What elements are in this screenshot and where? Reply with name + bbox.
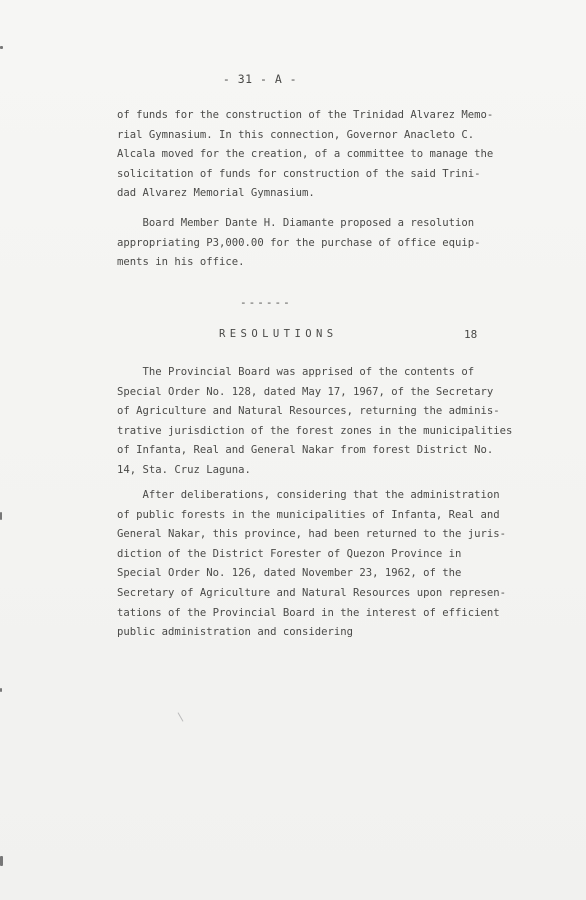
paragraph-special-order-128: The Provincial Board was apprised of the contents of Special Order No. 128, dated May 17, 1967, of the Secretary of Agriculture and Natural Resources, returning the adminis- trative jurisdiction of the forest zones in the municipalities of Infanta, Real and General Nakar from forest District No. 14, Sta. Cruz Laguna. [117,366,513,476]
margin-mark [0,46,3,49]
margin-mark [0,856,3,866]
section-number: 18 [464,328,478,341]
paragraph-gymnasium-funds: of funds for the construction of the Trinidad Alvarez Memo- rial Gymnasium. In this connection, Governor Anacleto C. Alcala moved for the creation, of a committee to manage the solicitation of funds for construction of the said Trini- dad Alvarez Memorial Gymnasium. [117,109,494,200]
paper-speck [178,712,184,721]
margin-mark [0,688,2,692]
page-number: - 31 - A - [222,72,298,86]
paragraph-deliberations: After deliberations, considering that the administration of public forests in the municipalities of Infanta, Real and General Nakar, this province, had been returned to the juris- diction of the District Forester of Quezon Province in Special Order No. 126, dated November 23, 1962, of the Secretary of Agriculture and Natural Resources upon represen- tations of the Provincial Board in the interest of efficient public administration and considering [117,489,507,639]
paragraph-office-equipment: Board Member Dante H. Diamante proposed a resolution appropriating P3,000.00 for the purchase of office equip- ments in his office. [117,217,481,269]
section-heading: RESOLUTIONS [219,328,338,340]
section-divider: ------ [240,296,292,309]
margin-mark [0,512,2,520]
